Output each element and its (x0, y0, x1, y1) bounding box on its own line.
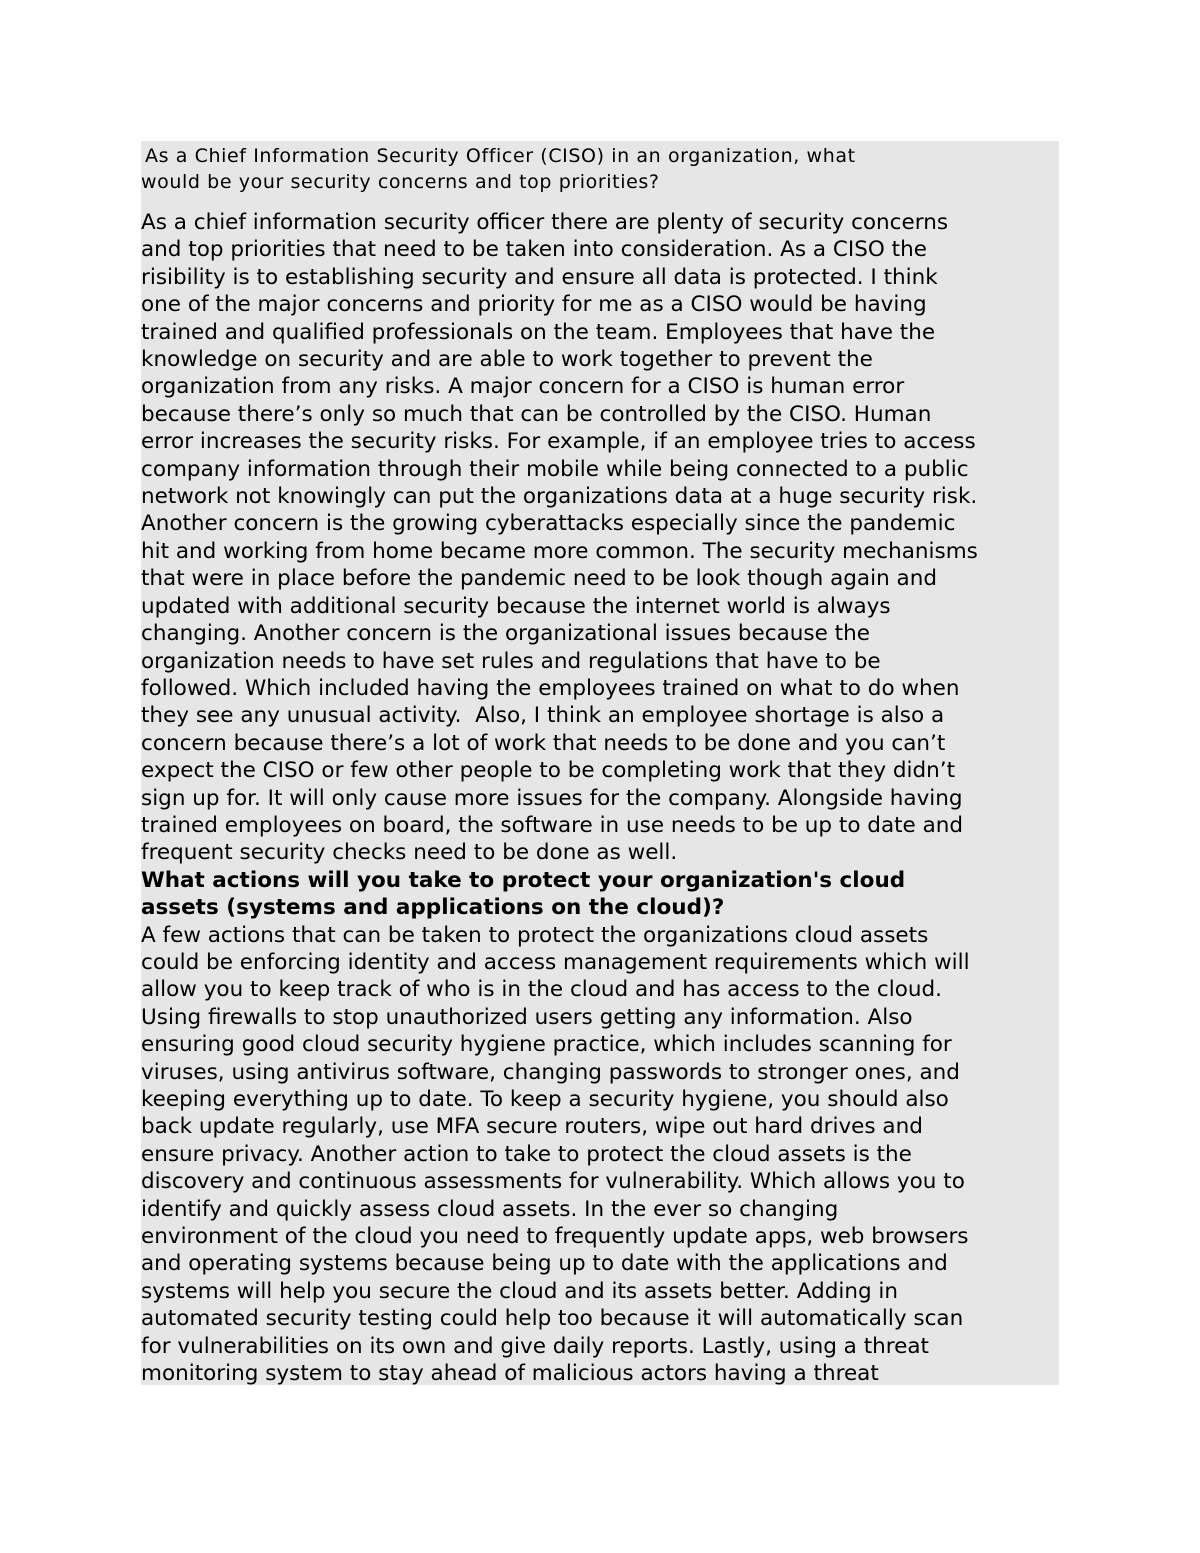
answer-one-line: trained employees on board, the software in use needs to be up to date and (141, 812, 964, 838)
answer-one-line: organization from any risks. A major concern for a CISO is human error (141, 374, 905, 400)
answer-two-line: discovery and continuous assessments for vulnerability. Which allows you to (141, 1169, 965, 1195)
answer-one-paragraph (141, 209, 1059, 867)
text-block (141, 141, 1059, 1385)
answer-two-line: A few actions that can be taken to protect the organizations cloud assets (141, 922, 929, 948)
answer-two-line: Using firewalls to stop unauthorized users getting any information. Also (141, 1004, 913, 1030)
answer-one-line: because there’s only so much that can be controlled by the CISO. Human (141, 401, 932, 427)
answer-one-line: followed. Which included having the employees trained on what to do when (141, 675, 960, 701)
question-two-line: assets (systems and applications on the cloud)? (141, 895, 725, 921)
answer-one-line: that were in place before the pandemic need to be look though again and (141, 566, 937, 592)
answer-two-paragraph (141, 922, 1059, 1385)
answer-two-line: back update regularly, use MFA secure routers, wipe out hard drives and (141, 1114, 923, 1140)
answer-two-line: monitoring system to stay ahead of malicious actors having a threat (141, 1361, 879, 1385)
answer-two-line: keeping everything up to date. To keep a security hygiene, you should also (141, 1087, 949, 1112)
question-one-line: would be your security concerns and top priorities? (141, 171, 660, 193)
question-two-line: What actions will you take to protect your organization's cloud (141, 867, 906, 893)
answer-two-line: identify and quickly assess cloud assets. In the ever so changing (141, 1196, 839, 1222)
answer-one-line: As a chief information security officer there are plenty of security concerns (141, 210, 949, 235)
answer-one-line: Another concern is the growing cyberattacks especially since the pandemic (141, 511, 956, 537)
answer-two-line: systems will help you secure the cloud and its assets better. Adding in (141, 1278, 899, 1304)
answer-one-line: they see any unusual activity. Also, I think an employee shortage is also a (141, 703, 945, 729)
answer-one-line: company information through their mobile while being connected to a public (141, 456, 969, 482)
answer-two-line: could be enforcing identity and access management requirements which will (141, 949, 970, 975)
answer-one-line: network not knowingly can put the organizations data at a huge security risk. (141, 484, 978, 510)
answer-one-line: expect the CISO or few other people to be completing work that they didn’t (141, 758, 956, 784)
answer-one-line: frequent security checks need to be done as well. (141, 840, 678, 866)
answer-two-line: for vulnerabilities on its own and give daily reports. Lastly, using a threat (141, 1333, 929, 1359)
answer-one-line: trained and qualified professionals on the team. Employees that have the (141, 319, 936, 345)
answer-one-line: sign up for. It will only cause more issues for the company. Alongside having (141, 785, 963, 811)
answer-one-line: error increases the security risks. For example, if an employee tries to access (141, 429, 976, 455)
answer-two-line: ensure privacy. Another action to take to protect the cloud assets is the (141, 1141, 912, 1167)
answer-one-line: updated with additional security because the internet world is always (141, 593, 891, 619)
answer-two-line: viruses, using antivirus software, changing passwords to stronger ones, and (141, 1059, 960, 1085)
answer-two-line: automated security testing could help too because it will automatically scan (141, 1306, 964, 1332)
answer-one-line: organization needs to have set rules and regulations that have to be (141, 648, 881, 674)
answer-one-line: changing. Another concern is the organizational issues because the (141, 621, 870, 647)
question-one-line: As a Chief Information Security Officer (CISO) in an organization, what (145, 145, 856, 167)
answer-one-line: one of the major concerns and priority for me as a CISO would be having (141, 292, 927, 318)
answer-two-line: ensuring good cloud security hygiene practice, which includes scanning for (141, 1032, 952, 1058)
question-one-heading (141, 143, 1059, 195)
answer-two-line: and operating systems because being up to date with the applications and (141, 1251, 948, 1277)
question-two-heading (141, 867, 1059, 922)
answer-one-line: and top priorities that need to be taken into consideration. As a CISO the (141, 237, 927, 263)
answer-one-line: hit and working from home became more common. The security mechanisms (141, 538, 978, 564)
answer-one-line: knowledge on security and are able to work together to prevent the (141, 347, 873, 373)
answer-two-line: environment of the cloud you need to frequently update apps, web browsers (141, 1224, 969, 1250)
answer-two-line: allow you to keep track of who is in the cloud and has access to the cloud. (141, 977, 942, 1003)
answer-one-line: risibility is to establishing security and ensure all data is protected. I think (141, 264, 938, 290)
answer-one-line: concern because there’s a lot of work that needs to be done and you can’t (141, 730, 946, 756)
